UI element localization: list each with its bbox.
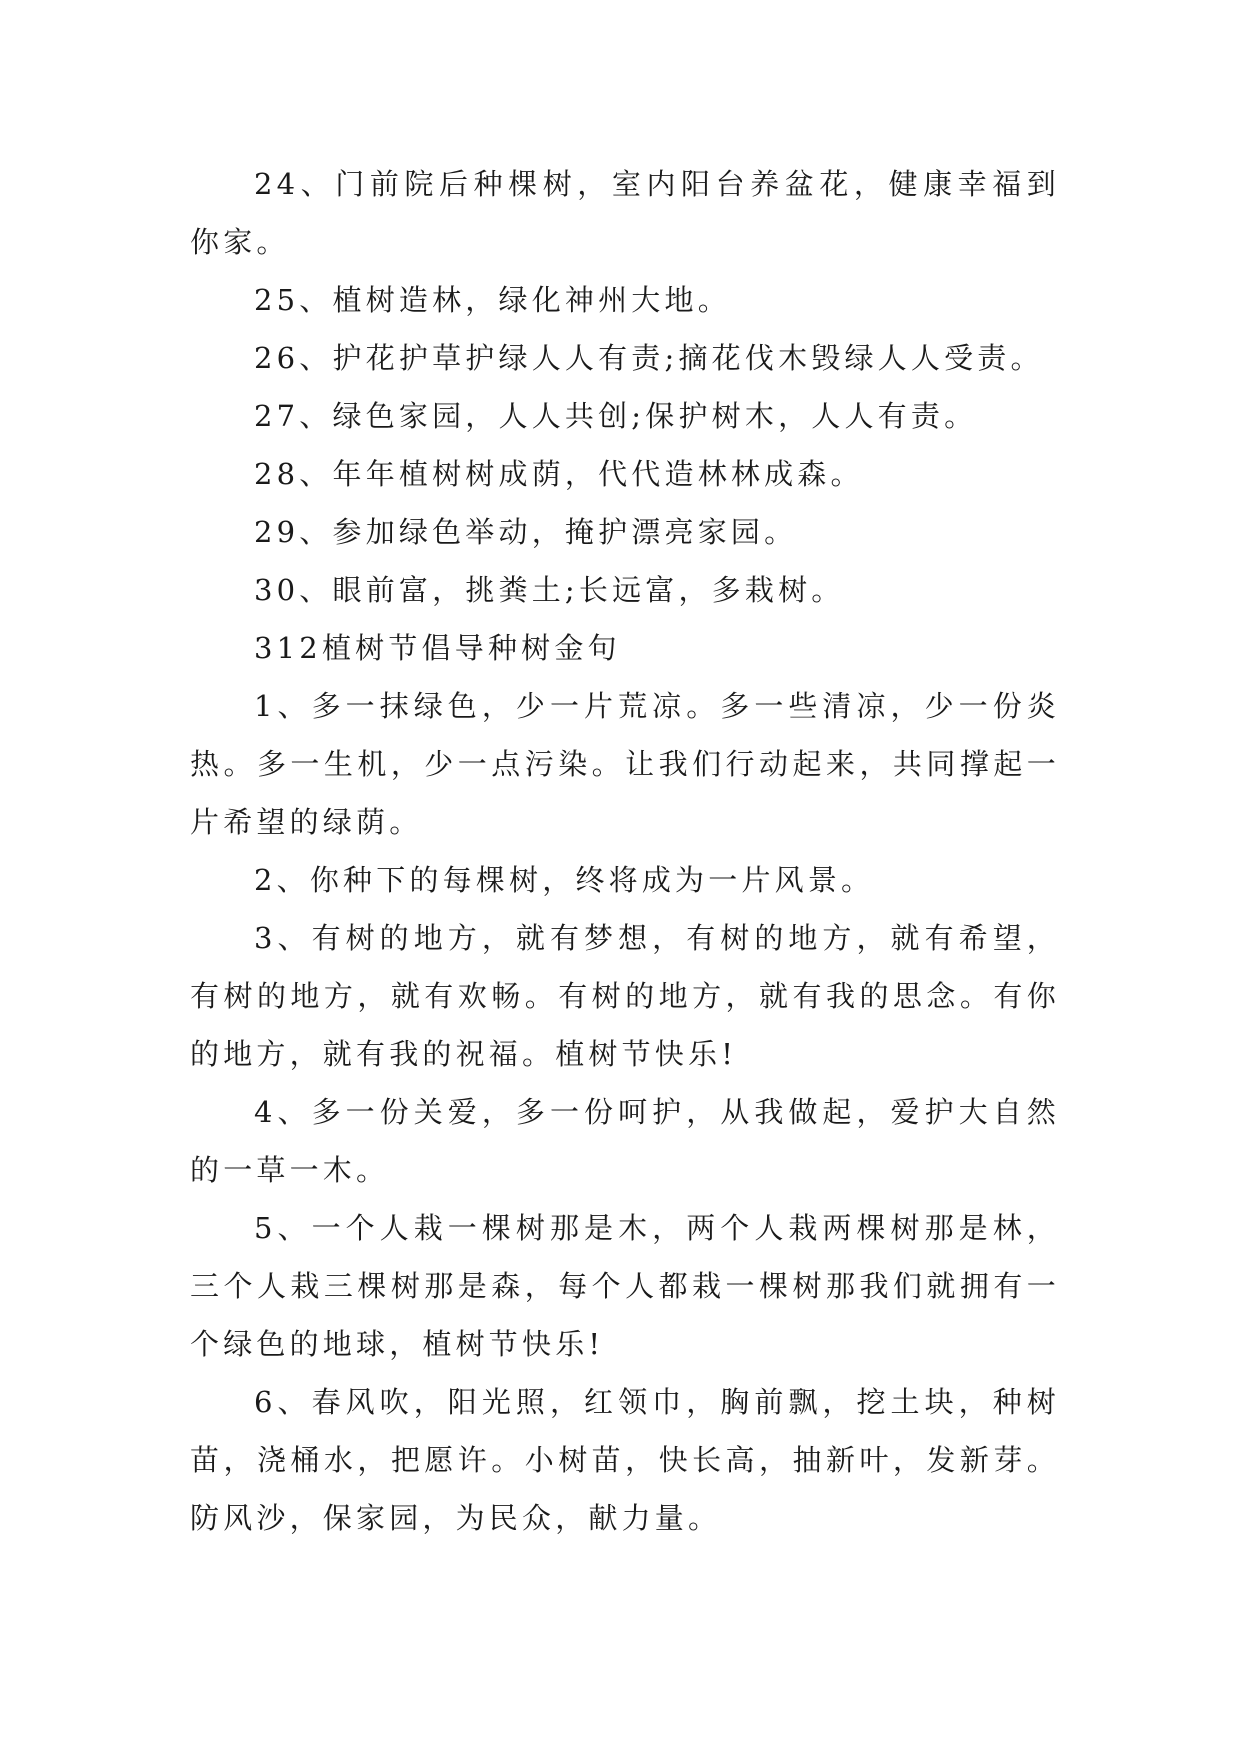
paragraph-5: 5、一个人栽一棵树那是木，两个人栽两棵树那是林，三个人栽三棵树那是森，每个人都栽一棵树那我们就拥有一个绿色的地球，植树节快乐! [190, 1211, 1060, 1361]
paragraph-28: 28、年年植树树成荫，代代造林林成森。 [254, 457, 864, 491]
paragraph-26: 26、护花护草护绿人人有责;摘花伐木毁绿人人受责。 [254, 341, 1044, 375]
paragraph-25: 25、植树造林，绿化神州大地。 [254, 283, 731, 317]
paragraph-2: 2、你种下的每棵树，终将成为一片风景。 [254, 863, 875, 897]
paragraph-29: 29、参加绿色举动，掩护漂亮家园。 [254, 515, 798, 549]
section-heading: 312植树节倡导种树金句 [254, 631, 621, 665]
paragraph-3: 3、有树的地方，就有梦想，有树的地方，就有希望，有树的地方，就有欢畅。有树的地方，就有我的思念。有你的地方，就有我的祝福。植树节快乐! [190, 921, 1060, 1071]
paragraph-4: 4、多一份关爱，多一份呵护，从我做起，爱护大自然的一草一木。 [190, 1095, 1060, 1187]
paragraph-27: 27、绿色家园，人人共创;保护树木，人人有责。 [254, 399, 978, 433]
paragraph-30: 30、眼前富，挑粪土;长远富，多栽树。 [254, 573, 845, 607]
paragraph-1: 1、多一抹绿色，少一片荒凉。多一些清凉，少一份炎热。多一生机，少一点污染。让我们行动起来，共同撑起一片希望的绿荫。 [190, 689, 1060, 839]
paragraph-6: 6、春风吹，阳光照，红领巾，胸前飘，挖土块，种树苗，浇桶水，把愿许。小树苗，快长高，抽新叶，发新芽。防风沙，保家园，为民众，献力量。 [190, 1385, 1060, 1535]
paragraph-24: 24、门前院后种棵树，室内阳台养盆花，健康幸福到你家。 [190, 167, 1060, 259]
document-body [190, 155, 1060, 1547]
